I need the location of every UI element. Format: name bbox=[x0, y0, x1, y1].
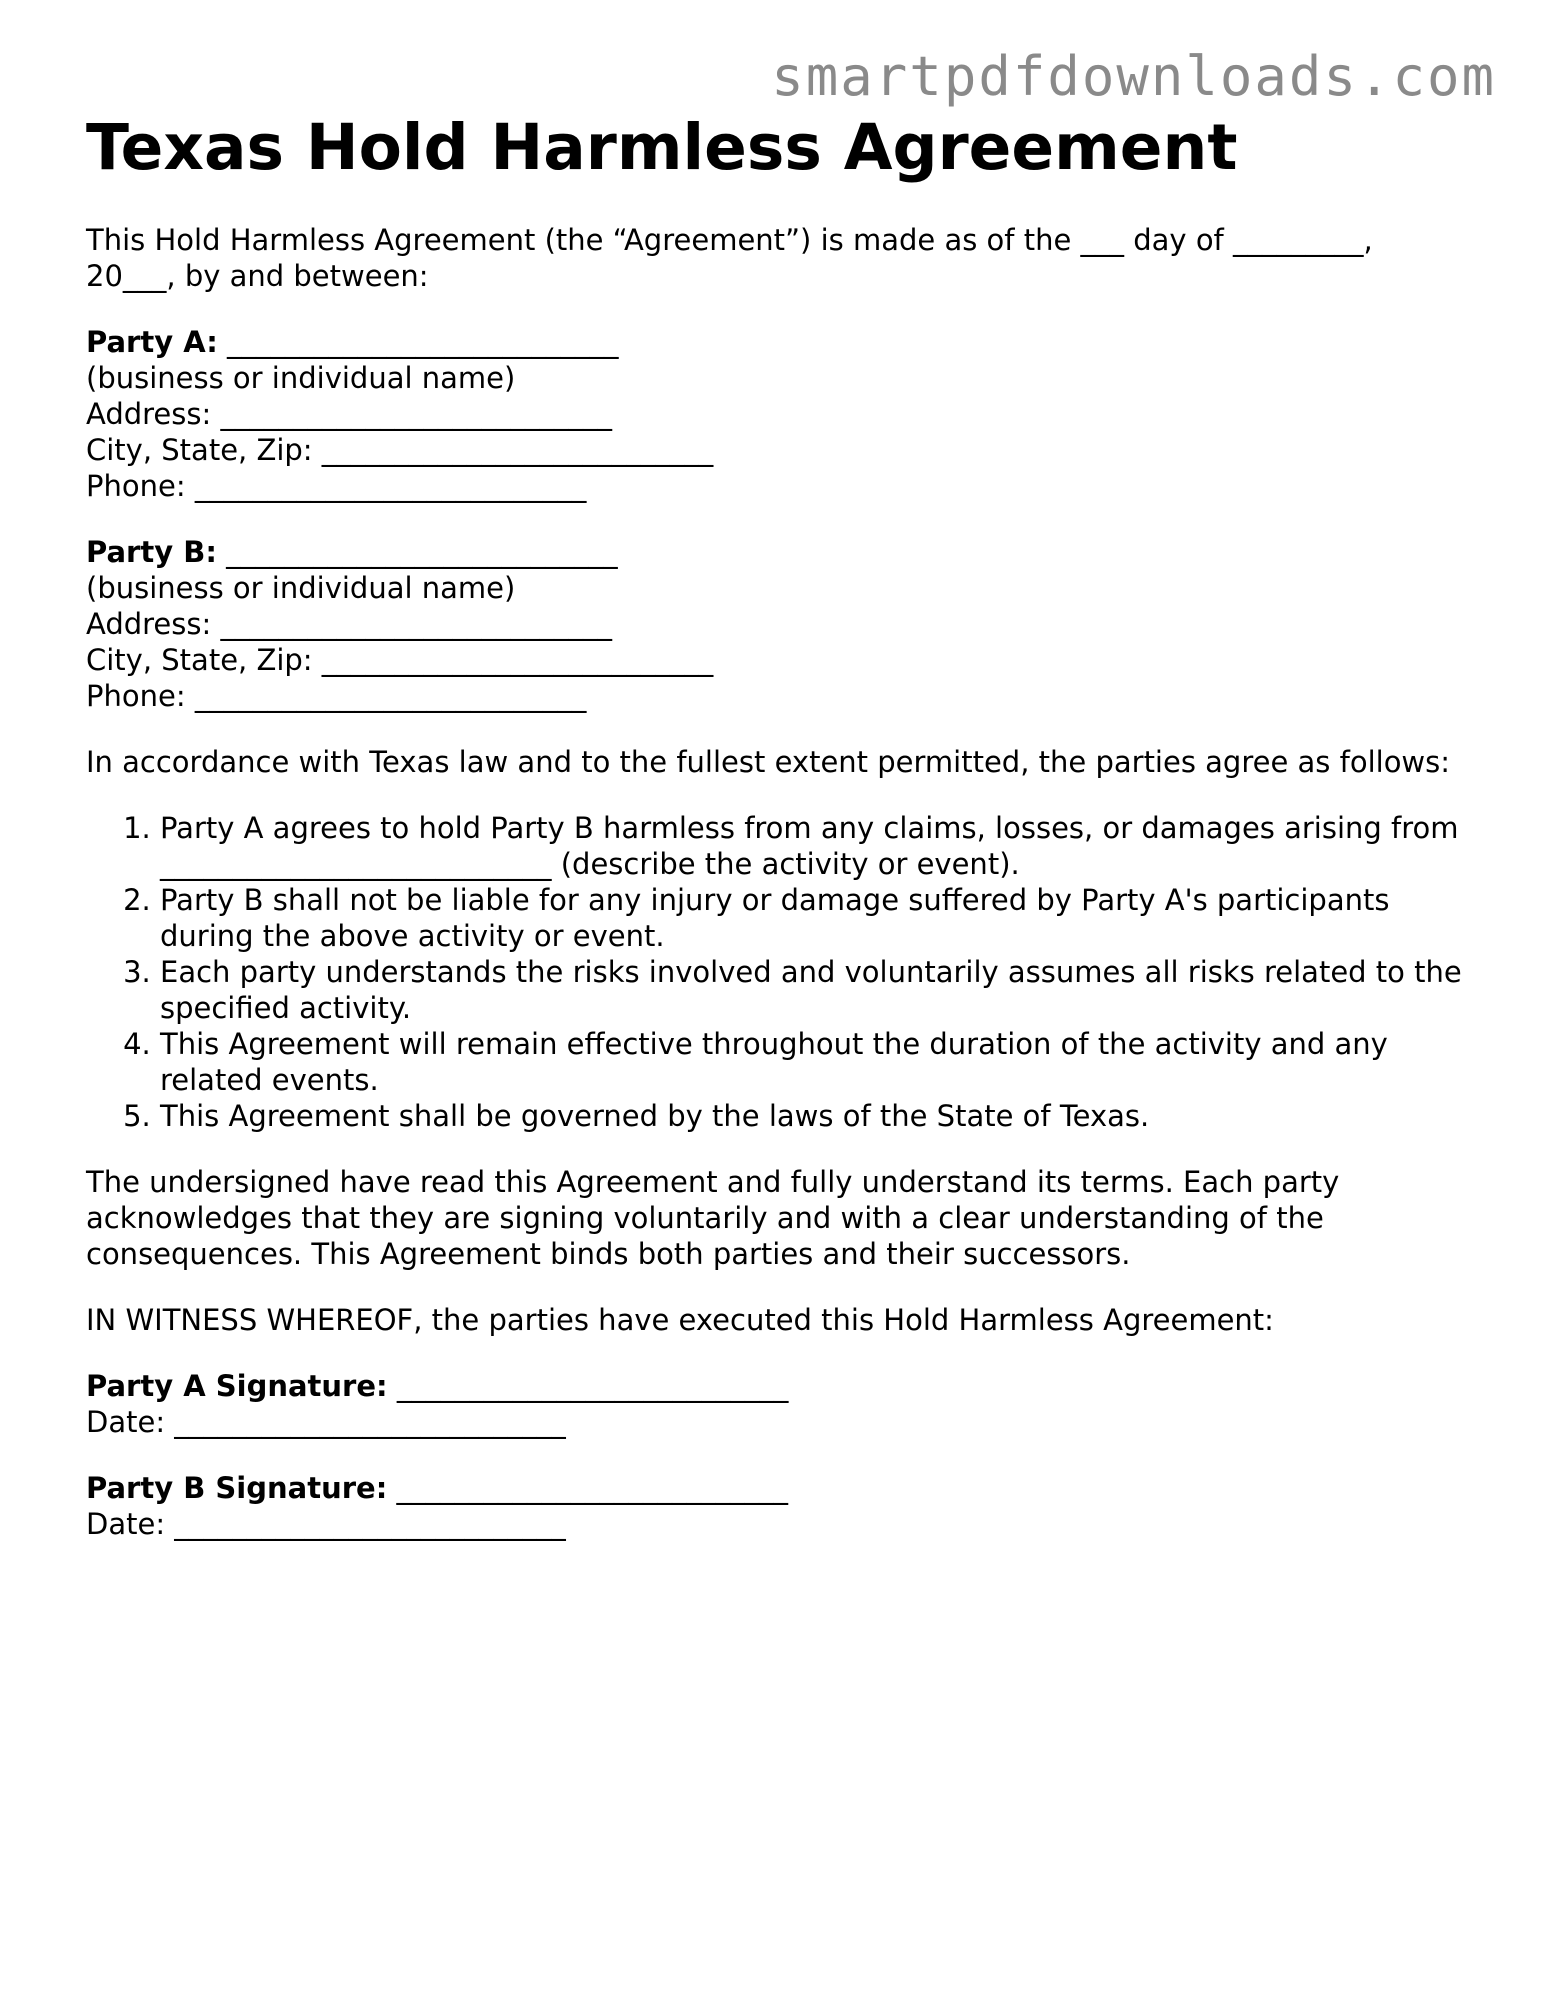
party-b-signature-block bbox=[86, 1470, 1466, 1542]
accordance-paragraph: In accordance with Texas law and to the fullest extent permitted, the parties agree as follows: bbox=[86, 745, 1451, 779]
term-item: 3. Each party understands the risks involved and voluntarily assumes all risks related to the specified activity. bbox=[160, 954, 1466, 1026]
party-b-signature-line bbox=[86, 1470, 1466, 1506]
party-a-name-line bbox=[86, 324, 1466, 360]
party-a-name-blank: ___________________________ bbox=[227, 325, 619, 359]
term-item: 1. Party A agrees to hold Party B harmless from any claims, losses, or damages arising from ___________________________ (describe the activity or event). bbox=[160, 810, 1466, 882]
document-page bbox=[86, 108, 1466, 1542]
party-b-signature-date: Date: ___________________________ bbox=[86, 1507, 566, 1541]
party-a-city-state-zip: City, State, Zip: ___________________________ bbox=[86, 433, 714, 467]
witness-paragraph: IN WITNESS WHEREOF, the parties have executed this Hold Harmless Agreement: bbox=[86, 1303, 1274, 1337]
party-b-name-line bbox=[86, 534, 1466, 570]
party-b-name-hint: (business or individual name) bbox=[86, 571, 516, 605]
party-b-city-state-zip: City, State, Zip: ___________________________ bbox=[86, 643, 714, 677]
page-title: Texas Hold Harmless Agreement bbox=[86, 111, 1238, 184]
party-a-signature-date: Date: ___________________________ bbox=[86, 1405, 566, 1439]
party-b-signature-label: Party B Signature: bbox=[86, 1471, 388, 1505]
term-item: 5. This Agreement shall be governed by the laws of the State of Texas. bbox=[160, 1098, 1466, 1134]
party-a-signature-block bbox=[86, 1368, 1466, 1440]
party-b-phone: Phone: ___________________________ bbox=[86, 679, 587, 713]
party-a-signature-label: Party A Signature: bbox=[86, 1369, 388, 1403]
party-b-label: Party B: bbox=[86, 535, 217, 569]
term-item: 4. This Agreement will remain effective throughout the duration of the activity and any related events. bbox=[160, 1026, 1466, 1098]
party-b-name-blank: ___________________________ bbox=[226, 535, 618, 569]
acknowledgement-paragraph: The undersigned have read this Agreement and fully understand its terms. Each party acknowledges that they are signing voluntarily and with a clear understanding of the consequences. This Agreement binds both parties and their successors. bbox=[86, 1165, 1340, 1271]
party-a-name-hint: (business or individual name) bbox=[86, 361, 516, 395]
party-a-label: Party A: bbox=[86, 325, 218, 359]
party-b-signature-blank: ___________________________ bbox=[396, 1471, 789, 1505]
party-b-address: Address: ___________________________ bbox=[86, 607, 612, 641]
party-a-address: Address: ___________________________ bbox=[86, 397, 612, 431]
intro-paragraph: This Hold Harmless Agreement (the “Agreement”) is made as of the ___ day of _________, 20___, by and between: bbox=[86, 223, 1373, 293]
watermark: smartpdfdownloads.com bbox=[771, 45, 1496, 108]
party-a-phone: Phone: ___________________________ bbox=[86, 469, 587, 503]
party-a-signature-blank: ___________________________ bbox=[396, 1369, 789, 1403]
terms-list bbox=[86, 810, 1466, 1134]
party-a-block bbox=[86, 324, 1466, 504]
term-item: 2. Party B shall not be liable for any injury or damage suffered by Party A's participants during the above activity or event. bbox=[160, 882, 1466, 954]
party-b-block bbox=[86, 534, 1466, 714]
party-a-signature-line bbox=[86, 1368, 1466, 1404]
